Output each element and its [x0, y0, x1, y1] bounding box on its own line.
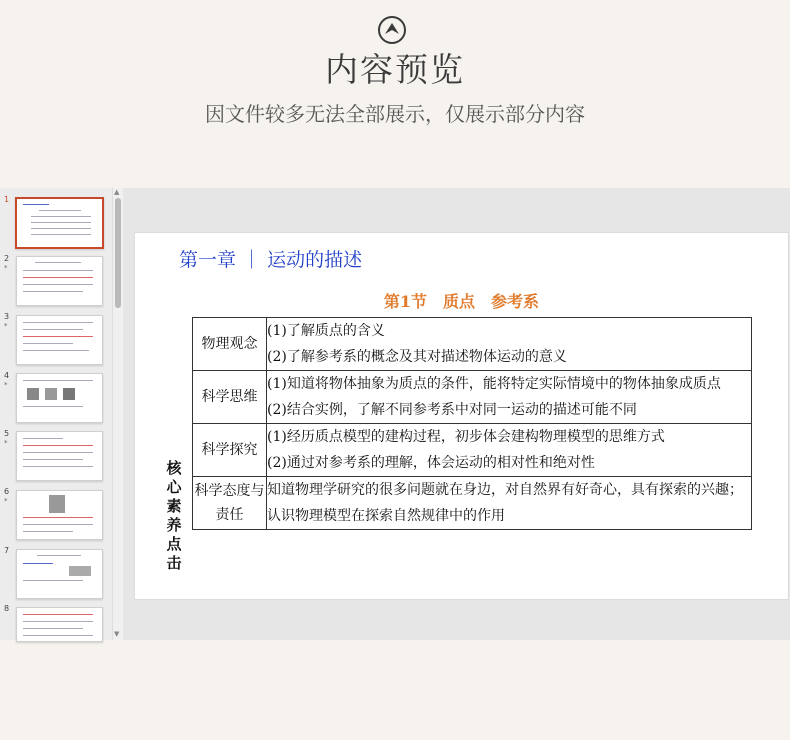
description-item: 知道物理学研究的很多问题就在身边，对自然界有好奇心，具有探索的兴趣；认识物理模型在探索自然规律中的作用: [267, 482, 743, 524]
slide-thumbnail-3[interactable]: [16, 315, 103, 365]
thumb-number: 8: [4, 604, 10, 613]
slide-thumbnail-2[interactable]: [16, 256, 103, 306]
table-row: [193, 371, 752, 424]
page-subtitle: 因文件较多无法全部展示，仅展示部分内容: [205, 102, 585, 126]
description-item: (2)结合实例，了解不同参考系中对同一运动的描述可能不同: [267, 402, 637, 418]
thumb-number: 7: [4, 546, 10, 555]
table-row: [193, 318, 752, 371]
scroll-up-icon[interactable]: ▲: [114, 188, 120, 196]
thumb-number: 2: [4, 254, 10, 263]
category-cell: 科学态度与责任: [193, 477, 267, 530]
preview-header: [0, 0, 790, 188]
thumb-number: 5: [4, 429, 10, 438]
thumb-number: 3: [4, 312, 10, 321]
slide-canvas: [134, 232, 789, 600]
thumb-number: 1: [4, 195, 10, 204]
slide-thumbnail-8[interactable]: [16, 607, 103, 642]
thumb-star: *: [4, 322, 8, 330]
slide-thumbnail-5[interactable]: [16, 431, 103, 481]
category-cell: 科学思维: [193, 371, 267, 424]
thumb-number: 4: [4, 371, 10, 380]
chevron-up-circle-icon: [377, 15, 407, 45]
description-item: (1)经历质点模型的建构过程，初步体会建构物理模型的思维方式: [267, 429, 665, 445]
document-viewer: [0, 188, 790, 640]
thumb-star: *: [4, 264, 8, 272]
slide-thumbnail-7[interactable]: [16, 549, 103, 599]
chapter-title: 第一章 ｜ 运动的描述: [179, 249, 363, 271]
thumb-number: 6: [4, 487, 10, 496]
thumbnail-panel[interactable]: [0, 188, 112, 640]
scroll-down-icon[interactable]: ▼: [114, 630, 120, 638]
slide-thumbnail-1[interactable]: [15, 197, 104, 249]
core-competency-table: [192, 317, 752, 530]
thumb-star: *: [4, 381, 8, 389]
thumbnail-scrollbar[interactable]: [112, 188, 123, 640]
thumb-star: *: [4, 439, 8, 447]
description-item: (1)知道将物体抽象为质点的条件，能将特定实际情境中的物体抽象成质点: [267, 376, 721, 392]
description-item: (1)了解质点的含义: [267, 323, 385, 339]
description-item: (2)通过对参考系的理解，体会运动的相对性和绝对性: [267, 455, 595, 471]
page-title: 内容预览: [325, 50, 465, 89]
table-row: [193, 477, 752, 530]
category-cell: 物理观念: [193, 318, 267, 371]
scrollbar-handle[interactable]: [115, 198, 121, 308]
category-cell: 科学探究: [193, 424, 267, 477]
description-cell: [267, 424, 752, 477]
section-title: 第1节 质点 参考系: [383, 292, 540, 311]
thumb-star: *: [4, 497, 8, 505]
description-cell: [267, 371, 752, 424]
slide-thumbnail-4[interactable]: [16, 373, 103, 423]
table-row: [193, 424, 752, 477]
side-label: 核心素养点击: [166, 459, 182, 572]
slide-thumbnail-6[interactable]: [16, 490, 103, 540]
description-cell: [267, 477, 752, 530]
description-cell: [267, 318, 752, 371]
description-item: (2)了解参考系的概念及其对描述物体运动的意义: [267, 349, 567, 365]
